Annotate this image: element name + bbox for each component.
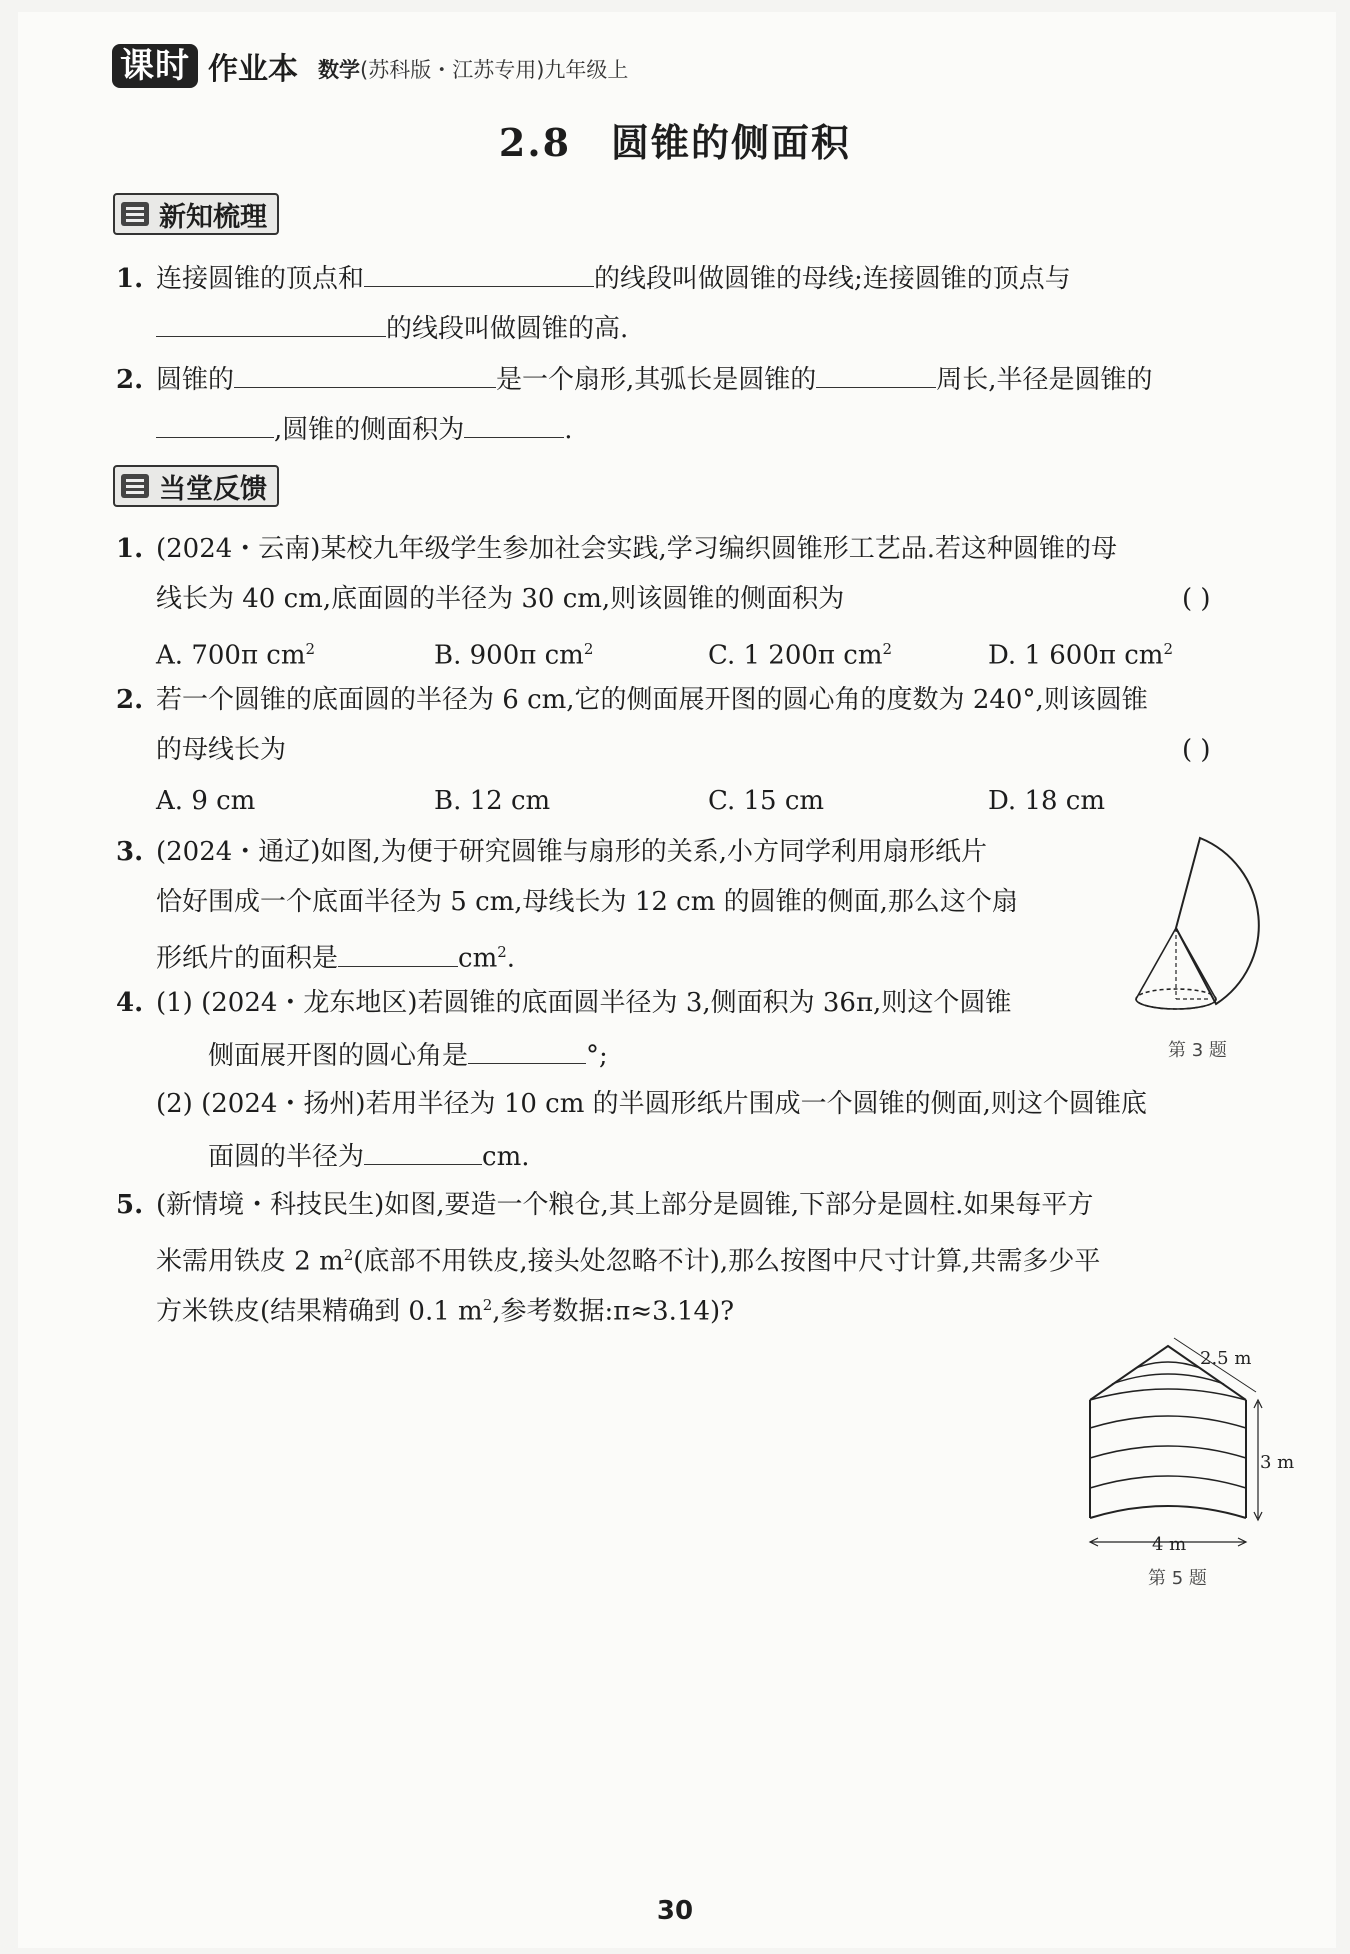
book-header [112, 44, 628, 88]
granary-figure [1082, 1338, 1295, 1555]
s2-q1-line2: 线长为 40 cm,底面圆的半径为 30 cm,则该圆锥的侧面积为 [156, 584, 845, 614]
option-c[interactable]: C. 15 cm [708, 786, 825, 816]
answer-blank[interactable] [338, 938, 458, 967]
option-a[interactable]: A. 700π $cm^2$ [156, 640, 316, 671]
figure-caption: 第 5 题 [1148, 1568, 1207, 1589]
answer-blank[interactable] [234, 359, 496, 388]
answer-blank[interactable] [156, 409, 274, 438]
book-icon [121, 202, 149, 226]
s2-q1-line1: 1. (2024・云南)某校九年级学生参加社会实践,学习编织圆锥形工艺品.若这种圆锥的母 [116, 534, 1117, 564]
brand-logo: 课时 [112, 44, 198, 88]
option-d[interactable]: D. 18 cm [988, 786, 1106, 816]
answer-blank[interactable] [816, 359, 936, 388]
answer-paren[interactable]: ( ) [1182, 735, 1211, 765]
s2-q4-part1-line1: 4. (1) (2024・龙东地区)若圆锥的底面圆半径为 3,侧面积为 36π,则这个圆锥 [116, 988, 1012, 1018]
s1-q2-line2: ,圆锥的侧面积为 . [156, 409, 573, 448]
s2-q3-line2: 恰好围成一个底面半径为 5 cm,母线长为 12 cm 的圆锥的侧面,那么这个扇 [156, 887, 1018, 917]
subject-label: 数学(苏科版・江苏专用)九年级上 [318, 58, 629, 82]
section-new-knowledge: 新知梳理 [113, 193, 279, 235]
height-label: 3 m [1260, 1452, 1295, 1473]
answer-blank[interactable] [364, 258, 594, 287]
page-number: 30 [656, 1896, 694, 1926]
option-c[interactable]: C. 1 200π $cm^2$ [708, 640, 893, 671]
option-b[interactable]: B. 900π $cm^2$ [434, 640, 594, 671]
s2-q5-line1: 5. (新情境・科技民生)如图,要造一个粮仓,其上部分是圆锥,下部分是圆柱.如果每平方 [116, 1190, 1094, 1220]
pencil-icon [121, 474, 149, 498]
s2-q4-part2-line2: 面圆的半径为 cm. [208, 1136, 530, 1175]
s2-q2-line2: 的母线长为 [156, 735, 287, 765]
answer-blank[interactable] [464, 409, 564, 438]
s2-q5-line3: 方米铁皮(结果精确到 0.1 $m^2$,参考数据:π≈3.14)? [156, 1296, 735, 1327]
option-b[interactable]: B. 12 cm [434, 786, 551, 816]
s2-q5-line2: 米需用铁皮 2 $m^2$(底部不用铁皮,接头处忽略不计),那么按图中尺寸计算,共需多少平 [156, 1246, 1101, 1277]
answer-blank[interactable] [156, 308, 386, 337]
sector-cone-figure [1124, 836, 1276, 1028]
figure-caption: 第 3 题 [1168, 1040, 1227, 1061]
s2-q2-line1: 2. 若一个圆锥的底面圆的半径为 6 cm,它的侧面展开图的圆心角的度数为 240°,则该圆锥 [116, 685, 1148, 715]
s1-q1-line1: 1. 连接圆锥的顶点和 的线段叫做圆锥的母线;连接圆锥的顶点与 [116, 258, 1071, 297]
brand-name: 作业本 [208, 52, 298, 87]
option-d[interactable]: D. 1 600π $cm^2$ [988, 640, 1174, 671]
option-a[interactable]: A. 9 cm [156, 786, 256, 816]
diameter-label: 4 m [1152, 1534, 1187, 1555]
section-class-feedback: 当堂反馈 [113, 465, 279, 507]
s2-q4-part1-line2: 侧面展开图的圆心角是 °; [208, 1035, 608, 1074]
s2-q3-line3: 形纸片的面积是 $cm^2$. [156, 934, 515, 977]
answer-blank[interactable] [364, 1136, 482, 1165]
slant-label: 2.5 m [1200, 1348, 1252, 1369]
answer-blank[interactable] [468, 1035, 586, 1064]
s1-q2-line1: 2. 圆锥的 是一个扇形,其弧长是圆锥的 周长,半径是圆锥的 [116, 359, 1153, 398]
s1-q1-line2: 的线段叫做圆锥的高. [156, 308, 628, 347]
s2-q3-line1: 3. (2024・通辽)如图,为便于研究圆锥与扇形的关系,小方同学利用扇形纸片 [116, 837, 987, 867]
s2-q4-part2-line1: (2) (2024・扬州)若用半径为 10 cm 的半圆形纸片围成一个圆锥的侧面,则这个圆锥底 [156, 1089, 1147, 1119]
lesson-title: 2.8 圆锥的侧面积 [498, 120, 852, 165]
answer-paren[interactable]: ( ) [1182, 584, 1211, 614]
